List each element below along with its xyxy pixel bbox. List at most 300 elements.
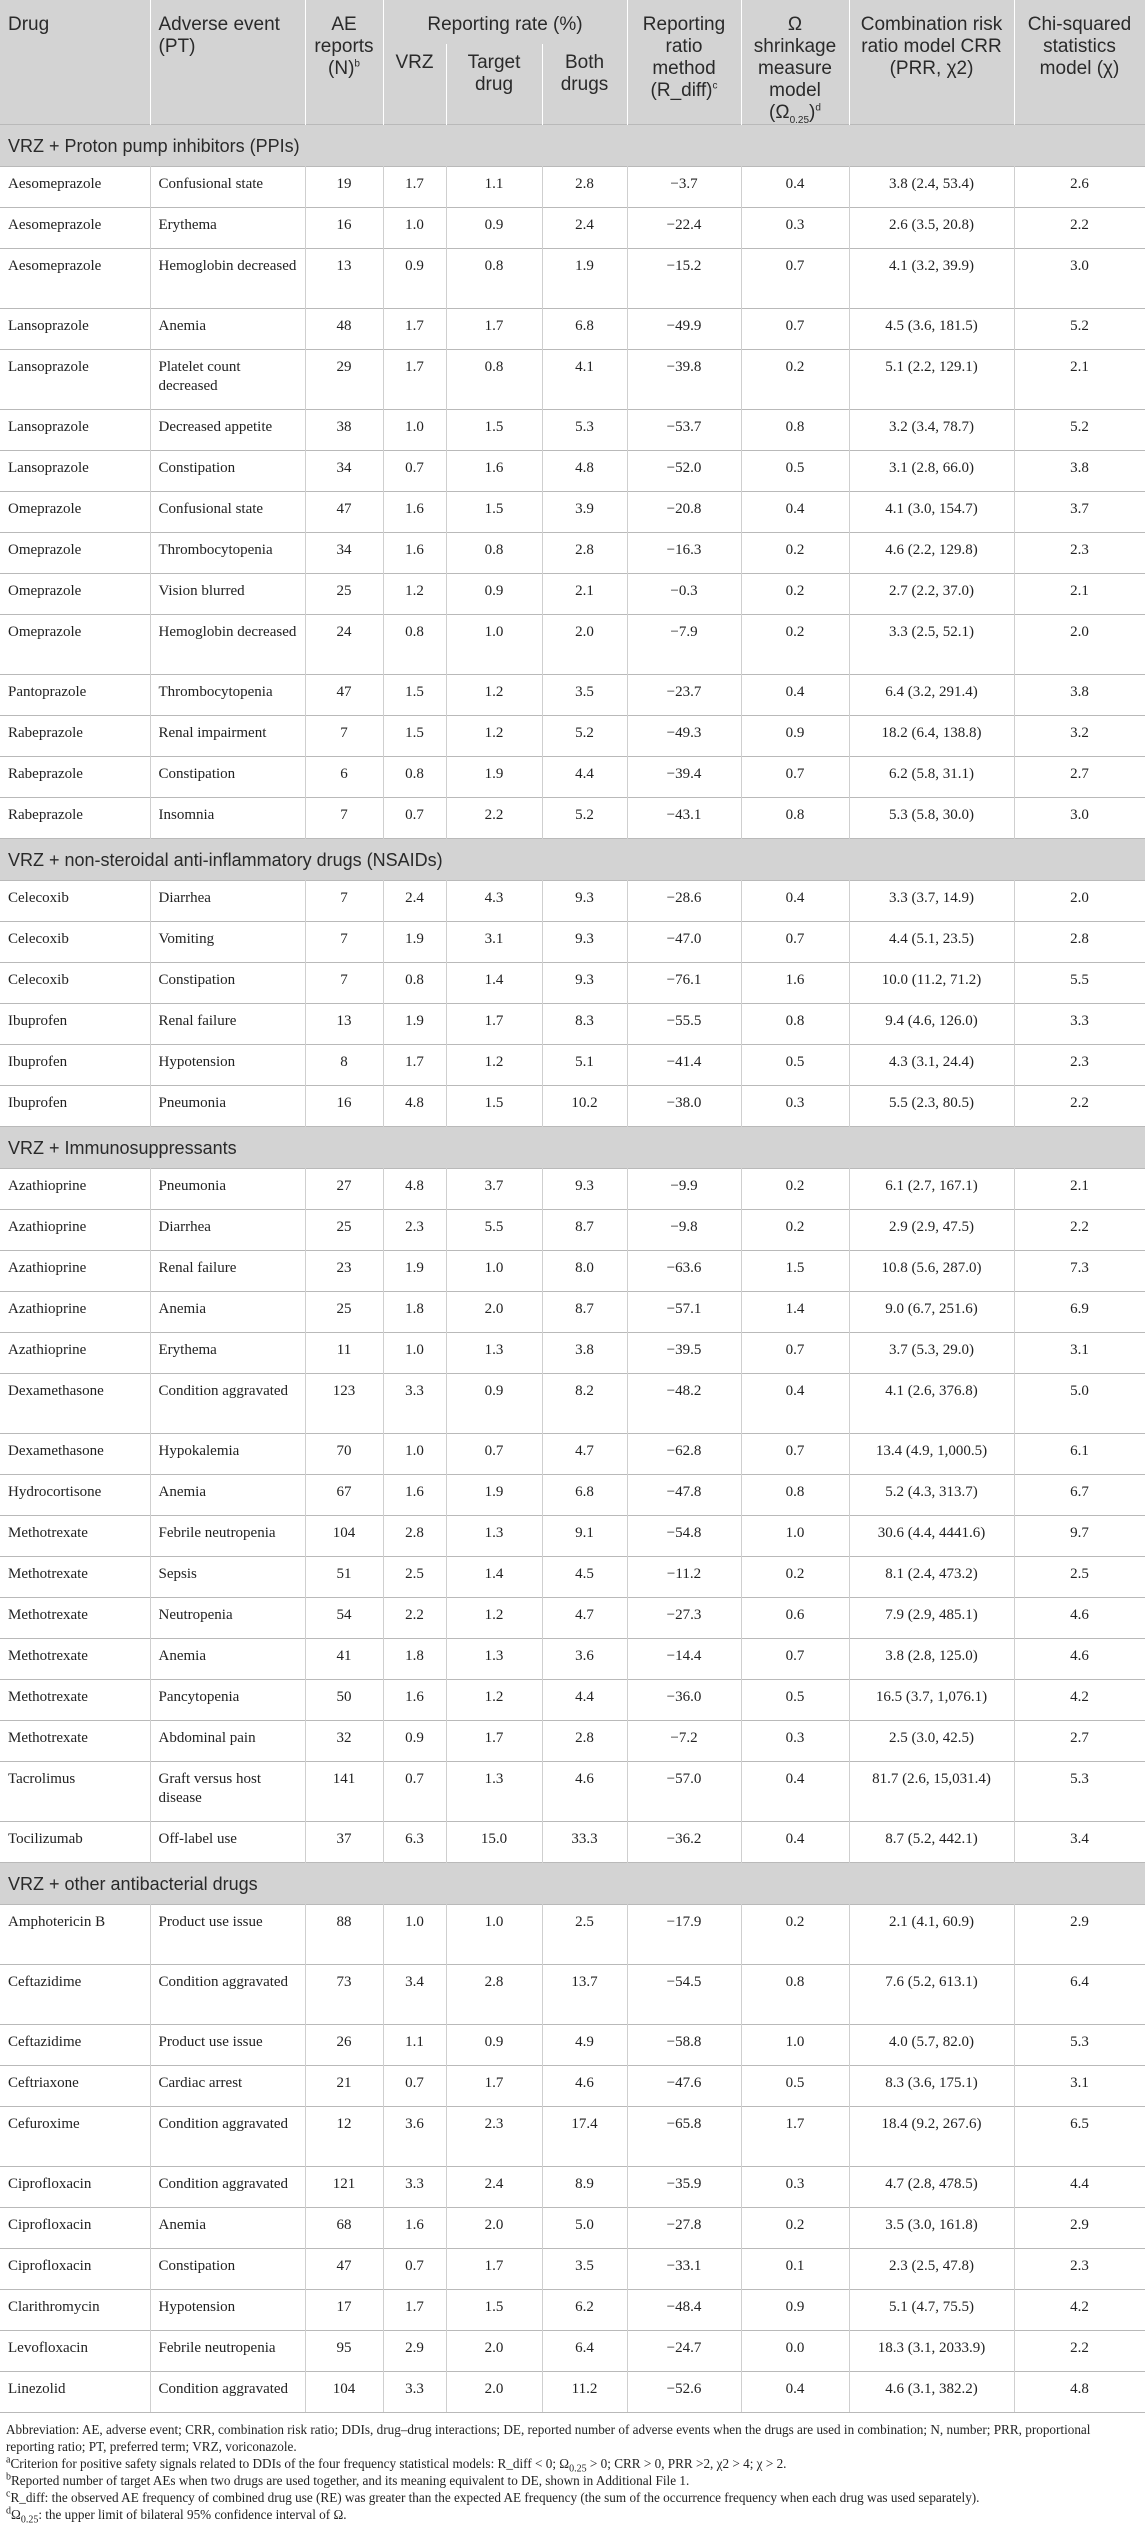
cell-crr: 4.0 (5.7, 82.0) <box>849 2025 1014 2066</box>
cell-chi: 2.2 <box>1014 1086 1145 1127</box>
cell-chi: 3.1 <box>1014 2066 1145 2107</box>
cell-vrz-rate: 3.3 <box>383 1374 446 1434</box>
header-both-drugs: Both drugs <box>542 44 627 125</box>
cell-chi: 3.8 <box>1014 451 1145 492</box>
cell-chi: 2.6 <box>1014 167 1145 208</box>
footnote-marker-c: c <box>712 80 718 92</box>
table-row <box>0 451 1145 492</box>
cell-omega: 0.8 <box>741 1475 849 1516</box>
cell-adverse-event: Constipation <box>150 757 305 798</box>
cell-crr: 4.5 (3.6, 181.5) <box>849 309 1014 350</box>
cell-adverse-event: Renal failure <box>150 1251 305 1292</box>
cell-crr: 7.6 (5.2, 613.1) <box>849 1965 1014 2025</box>
cell-adverse-event: Product use issue <box>150 2025 305 2066</box>
cell-chi: 2.3 <box>1014 533 1145 574</box>
table-row <box>0 1721 1145 1762</box>
cell-ae-reports: 70 <box>305 1434 383 1475</box>
cell-both-rate: 2.8 <box>542 167 627 208</box>
cell-both-rate: 5.2 <box>542 798 627 839</box>
footnote-b-mark: b <box>6 2471 11 2483</box>
cell-both-rate: 10.2 <box>542 1086 627 1127</box>
cell-crr: 2.7 (2.2, 37.0) <box>849 574 1014 615</box>
cell-chi: 6.5 <box>1014 2107 1145 2167</box>
cell-both-rate: 2.5 <box>542 1905 627 1965</box>
cell-r-diff: −20.8 <box>627 492 741 533</box>
cell-ae-reports: 23 <box>305 1251 383 1292</box>
table-row <box>0 675 1145 716</box>
cell-drug: Azathioprine <box>0 1210 150 1251</box>
cell-ae-reports: 47 <box>305 675 383 716</box>
cell-adverse-event: Platelet count decreased <box>150 350 305 410</box>
cell-vrz-rate: 0.7 <box>383 798 446 839</box>
cell-ae-reports: 26 <box>305 2025 383 2066</box>
footnote-a <box>6 2454 1139 2475</box>
cell-vrz-rate: 1.6 <box>383 2208 446 2249</box>
cell-drug: Methotrexate <box>0 1639 150 1680</box>
cell-target-rate: 3.1 <box>446 922 542 963</box>
cell-r-diff: −15.2 <box>627 249 741 309</box>
cell-chi: 2.1 <box>1014 350 1145 410</box>
cell-adverse-event: Condition aggravated <box>150 2372 305 2413</box>
cell-r-diff: −9.9 <box>627 1169 741 1210</box>
cell-target-rate: 1.5 <box>446 2290 542 2331</box>
cell-omega: 1.0 <box>741 1516 849 1557</box>
table-body <box>0 125 1145 2413</box>
cell-ae-reports: 7 <box>305 798 383 839</box>
cell-adverse-event: Erythema <box>150 208 305 249</box>
cell-crr: 3.3 (2.5, 52.1) <box>849 615 1014 675</box>
cell-omega: 1.4 <box>741 1292 849 1333</box>
cell-r-diff: −0.3 <box>627 574 741 615</box>
cell-drug: Aesomeprazole <box>0 249 150 309</box>
cell-omega: 1.6 <box>741 963 849 1004</box>
cell-crr: 30.6 (4.4, 4441.6) <box>849 1516 1014 1557</box>
cell-both-rate: 5.3 <box>542 410 627 451</box>
cell-drug: Lansoprazole <box>0 350 150 410</box>
cell-adverse-event: Anemia <box>150 309 305 350</box>
table-row <box>0 492 1145 533</box>
cell-omega: 0.7 <box>741 757 849 798</box>
table-row <box>0 1639 1145 1680</box>
cell-crr: 2.9 (2.9, 47.5) <box>849 1210 1014 1251</box>
cell-vrz-rate: 1.9 <box>383 1251 446 1292</box>
cell-crr: 2.1 (4.1, 60.9) <box>849 1905 1014 1965</box>
cell-both-rate: 8.9 <box>542 2167 627 2208</box>
cell-vrz-rate: 1.2 <box>383 574 446 615</box>
cell-omega: 0.2 <box>741 533 849 574</box>
group-title: VRZ + other antibacterial drugs <box>0 1863 1145 1905</box>
cell-adverse-event: Febrile neutropenia <box>150 1516 305 1557</box>
cell-both-rate: 4.8 <box>542 451 627 492</box>
cell-omega: 1.0 <box>741 2025 849 2066</box>
header-drug: Drug <box>0 0 150 125</box>
cell-vrz-rate: 0.8 <box>383 757 446 798</box>
cell-vrz-rate: 1.6 <box>383 1475 446 1516</box>
cell-omega: 0.2 <box>741 1905 849 1965</box>
cell-both-rate: 13.7 <box>542 1965 627 2025</box>
cell-chi: 2.1 <box>1014 574 1145 615</box>
group-row <box>0 1127 1145 1169</box>
cell-ae-reports: 54 <box>305 1598 383 1639</box>
cell-chi: 2.9 <box>1014 1905 1145 1965</box>
cell-target-rate: 1.2 <box>446 716 542 757</box>
cell-chi: 4.6 <box>1014 1598 1145 1639</box>
table-row <box>0 410 1145 451</box>
cell-chi: 3.4 <box>1014 1822 1145 1863</box>
cell-drug: Ibuprofen <box>0 1086 150 1127</box>
cell-both-rate: 9.3 <box>542 881 627 922</box>
cell-target-rate: 1.0 <box>446 615 542 675</box>
cell-crr: 4.7 (2.8, 478.5) <box>849 2167 1014 2208</box>
cell-adverse-event: Hypotension <box>150 1045 305 1086</box>
cell-r-diff: −57.1 <box>627 1292 741 1333</box>
cell-both-rate: 2.8 <box>542 1721 627 1762</box>
cell-vrz-rate: 1.1 <box>383 2025 446 2066</box>
cell-chi: 2.0 <box>1014 615 1145 675</box>
cell-ae-reports: 29 <box>305 350 383 410</box>
cell-adverse-event: Decreased appetite <box>150 410 305 451</box>
table-row <box>0 2208 1145 2249</box>
cell-both-rate: 8.2 <box>542 1374 627 1434</box>
table-row <box>0 533 1145 574</box>
cell-r-diff: −48.4 <box>627 2290 741 2331</box>
footnote-c-text: R_diff: the observed AE frequency of combined drug use (RE) was greater than the expected AE frequency (the sum of the occurrence frequency when each drug was used separately). <box>10 2490 980 2505</box>
cell-adverse-event: Febrile neutropenia <box>150 2331 305 2372</box>
cell-r-diff: −53.7 <box>627 410 741 451</box>
cell-adverse-event: Product use issue <box>150 1905 305 1965</box>
cell-both-rate: 4.7 <box>542 1434 627 1475</box>
cell-drug: Ciprofloxacin <box>0 2249 150 2290</box>
cell-omega: 0.0 <box>741 2331 849 2372</box>
footnote-d-mark: d <box>6 2505 11 2517</box>
cell-ae-reports: 73 <box>305 1965 383 2025</box>
cell-chi: 7.3 <box>1014 1251 1145 1292</box>
cell-omega: 0.3 <box>741 208 849 249</box>
cell-vrz-rate: 0.7 <box>383 1762 446 1822</box>
cell-omega: 0.2 <box>741 350 849 410</box>
cell-chi: 2.5 <box>1014 1557 1145 1598</box>
cell-vrz-rate: 0.7 <box>383 451 446 492</box>
cell-drug: Linezolid <box>0 2372 150 2413</box>
cell-crr: 6.4 (3.2, 291.4) <box>849 675 1014 716</box>
cell-drug: Clarithromycin <box>0 2290 150 2331</box>
cell-omega: 0.3 <box>741 2167 849 2208</box>
cell-ae-reports: 21 <box>305 2066 383 2107</box>
cell-vrz-rate: 0.8 <box>383 963 446 1004</box>
cell-r-diff: −63.6 <box>627 1251 741 1292</box>
cell-drug: Tocilizumab <box>0 1822 150 1863</box>
cell-omega: 0.2 <box>741 1210 849 1251</box>
header-crr: Combination risk ratio model CRR (PRR, χ2) <box>849 0 1014 125</box>
cell-both-rate: 4.5 <box>542 1557 627 1598</box>
cell-drug: Celecoxib <box>0 881 150 922</box>
cell-vrz-rate: 1.5 <box>383 716 446 757</box>
cell-both-rate: 9.3 <box>542 922 627 963</box>
cell-r-diff: −3.7 <box>627 167 741 208</box>
cell-vrz-rate: 2.9 <box>383 2331 446 2372</box>
table-row <box>0 1598 1145 1639</box>
cell-crr: 3.8 (2.8, 125.0) <box>849 1639 1014 1680</box>
cell-r-diff: −22.4 <box>627 208 741 249</box>
cell-crr: 4.1 (3.2, 39.9) <box>849 249 1014 309</box>
cell-chi: 3.8 <box>1014 675 1145 716</box>
cell-ae-reports: 19 <box>305 167 383 208</box>
cell-omega: 0.3 <box>741 1086 849 1127</box>
cell-ae-reports: 47 <box>305 492 383 533</box>
table-row <box>0 1475 1145 1516</box>
cell-crr: 4.6 (3.1, 382.2) <box>849 2372 1014 2413</box>
cell-r-diff: −55.5 <box>627 1004 741 1045</box>
cell-crr: 18.4 (9.2, 267.6) <box>849 2107 1014 2167</box>
cell-chi: 3.3 <box>1014 1004 1145 1045</box>
cell-both-rate: 5.1 <box>542 1045 627 1086</box>
cell-target-rate: 1.2 <box>446 1045 542 1086</box>
cell-both-rate: 33.3 <box>542 1822 627 1863</box>
cell-vrz-rate: 2.4 <box>383 881 446 922</box>
cell-target-rate: 1.7 <box>446 309 542 350</box>
cell-r-diff: −27.3 <box>627 1598 741 1639</box>
cell-omega: 0.4 <box>741 675 849 716</box>
table-row <box>0 963 1145 1004</box>
cell-target-rate: 0.8 <box>446 249 542 309</box>
cell-ae-reports: 11 <box>305 1333 383 1374</box>
cell-vrz-rate: 6.3 <box>383 1822 446 1863</box>
cell-ae-reports: 7 <box>305 881 383 922</box>
table-row <box>0 1762 1145 1822</box>
cell-chi: 4.4 <box>1014 2167 1145 2208</box>
cell-adverse-event: Constipation <box>150 451 305 492</box>
cell-drug: Azathioprine <box>0 1292 150 1333</box>
table-row <box>0 1251 1145 1292</box>
cell-omega: 0.7 <box>741 249 849 309</box>
cell-ae-reports: 95 <box>305 2331 383 2372</box>
table-header <box>0 0 1145 125</box>
cell-drug: Lansoprazole <box>0 451 150 492</box>
cell-r-diff: −41.4 <box>627 1045 741 1086</box>
cell-adverse-event: Constipation <box>150 963 305 1004</box>
footnote-a-mark: a <box>6 2454 11 2466</box>
cell-chi: 5.3 <box>1014 1762 1145 1822</box>
cell-adverse-event: Vomiting <box>150 922 305 963</box>
cell-adverse-event: Diarrhea <box>150 881 305 922</box>
cell-adverse-event: Neutropenia <box>150 1598 305 1639</box>
cell-crr: 2.6 (3.5, 20.8) <box>849 208 1014 249</box>
cell-target-rate: 0.8 <box>446 350 542 410</box>
cell-vrz-rate: 1.8 <box>383 1639 446 1680</box>
cell-r-diff: −47.0 <box>627 922 741 963</box>
cell-drug: Methotrexate <box>0 1516 150 1557</box>
cell-both-rate: 5.2 <box>542 716 627 757</box>
cell-adverse-event: Thrombocytopenia <box>150 533 305 574</box>
cell-omega: 0.1 <box>741 2249 849 2290</box>
cell-ae-reports: 24 <box>305 615 383 675</box>
cell-both-rate: 6.4 <box>542 2331 627 2372</box>
cell-vrz-rate: 0.8 <box>383 615 446 675</box>
table-row <box>0 922 1145 963</box>
cell-omega: 0.4 <box>741 2372 849 2413</box>
cell-ae-reports: 104 <box>305 2372 383 2413</box>
cell-target-rate: 2.2 <box>446 798 542 839</box>
cell-crr: 8.7 (5.2, 442.1) <box>849 1822 1014 1863</box>
cell-chi: 2.2 <box>1014 1210 1145 1251</box>
cell-target-rate: 1.6 <box>446 451 542 492</box>
cell-vrz-rate: 1.6 <box>383 492 446 533</box>
cell-target-rate: 1.3 <box>446 1762 542 1822</box>
cell-omega: 1.5 <box>741 1251 849 1292</box>
cell-target-rate: 0.9 <box>446 1374 542 1434</box>
cell-target-rate: 1.3 <box>446 1333 542 1374</box>
table-row <box>0 208 1145 249</box>
cell-adverse-event: Anemia <box>150 1639 305 1680</box>
cell-target-rate: 1.2 <box>446 675 542 716</box>
cell-crr: 2.5 (3.0, 42.5) <box>849 1721 1014 1762</box>
cell-drug: Methotrexate <box>0 1598 150 1639</box>
cell-chi: 2.9 <box>1014 2208 1145 2249</box>
cell-vrz-rate: 3.3 <box>383 2372 446 2413</box>
cell-target-rate: 1.7 <box>446 1721 542 1762</box>
cell-adverse-event: Graft versus host disease <box>150 1762 305 1822</box>
cell-ae-reports: 68 <box>305 2208 383 2249</box>
cell-ae-reports: 67 <box>305 1475 383 1516</box>
cell-adverse-event: Anemia <box>150 2208 305 2249</box>
cell-ae-reports: 25 <box>305 574 383 615</box>
cell-drug: Ceftriaxone <box>0 2066 150 2107</box>
cell-target-rate: 1.4 <box>446 963 542 1004</box>
cell-crr: 18.3 (3.1, 2033.9) <box>849 2331 1014 2372</box>
table-row <box>0 1045 1145 1086</box>
table-row <box>0 1680 1145 1721</box>
cell-crr: 5.1 (4.7, 75.5) <box>849 2290 1014 2331</box>
cell-vrz-rate: 1.6 <box>383 1680 446 1721</box>
cell-ae-reports: 7 <box>305 963 383 1004</box>
cell-both-rate: 3.5 <box>542 2249 627 2290</box>
cell-r-diff: −9.8 <box>627 1210 741 1251</box>
cell-target-rate: 1.2 <box>446 1680 542 1721</box>
cell-chi: 3.7 <box>1014 492 1145 533</box>
cell-vrz-rate: 3.4 <box>383 1965 446 2025</box>
group-title: VRZ + Immunosuppressants <box>0 1127 1145 1169</box>
footnote-c-mark: c <box>6 2488 11 2500</box>
cell-drug: Ciprofloxacin <box>0 2167 150 2208</box>
cell-chi: 2.0 <box>1014 881 1145 922</box>
cell-drug: Aesomeprazole <box>0 167 150 208</box>
table-row <box>0 1086 1145 1127</box>
cell-crr: 8.3 (3.6, 175.1) <box>849 2066 1014 2107</box>
cell-ae-reports: 6 <box>305 757 383 798</box>
cell-target-rate: 1.5 <box>446 492 542 533</box>
cell-crr: 9.4 (4.6, 126.0) <box>849 1004 1014 1045</box>
cell-adverse-event: Insomnia <box>150 798 305 839</box>
cell-target-rate: 2.0 <box>446 2372 542 2413</box>
cell-r-diff: −58.8 <box>627 2025 741 2066</box>
cell-both-rate: 4.6 <box>542 1762 627 1822</box>
cell-vrz-rate: 1.5 <box>383 675 446 716</box>
cell-omega: 0.4 <box>741 881 849 922</box>
header-ae-reports <box>305 0 383 125</box>
table-row <box>0 1169 1145 1210</box>
cell-both-rate: 4.1 <box>542 350 627 410</box>
cell-target-rate: 4.3 <box>446 881 542 922</box>
cell-drug: Methotrexate <box>0 1557 150 1598</box>
cell-chi: 3.0 <box>1014 249 1145 309</box>
cell-vrz-rate: 1.9 <box>383 1004 446 1045</box>
cell-target-rate: 2.0 <box>446 2331 542 2372</box>
cell-crr: 4.4 (5.1, 23.5) <box>849 922 1014 963</box>
cell-crr: 3.3 (3.7, 14.9) <box>849 881 1014 922</box>
table-row <box>0 1374 1145 1434</box>
cell-both-rate: 9.3 <box>542 1169 627 1210</box>
cell-drug: Tacrolimus <box>0 1762 150 1822</box>
cell-vrz-rate: 1.0 <box>383 208 446 249</box>
table-row <box>0 2066 1145 2107</box>
table-row <box>0 1822 1145 1863</box>
cell-target-rate: 2.8 <box>446 1965 542 2025</box>
cell-omega: 0.5 <box>741 2066 849 2107</box>
cell-chi: 5.0 <box>1014 1374 1145 1434</box>
table-row <box>0 716 1145 757</box>
cell-ae-reports: 50 <box>305 1680 383 1721</box>
footnote-marker-b: b <box>354 58 360 70</box>
cell-adverse-event: Diarrhea <box>150 1210 305 1251</box>
cell-omega: 0.8 <box>741 798 849 839</box>
cell-ae-reports: 141 <box>305 1762 383 1822</box>
cell-adverse-event: Erythema <box>150 1333 305 1374</box>
cell-r-diff: −65.8 <box>627 2107 741 2167</box>
cell-adverse-event: Hypotension <box>150 2290 305 2331</box>
cell-both-rate: 3.6 <box>542 1639 627 1680</box>
cell-r-diff: −36.0 <box>627 1680 741 1721</box>
cell-drug: Azathioprine <box>0 1333 150 1374</box>
cell-chi: 5.2 <box>1014 410 1145 451</box>
group-row <box>0 1863 1145 1905</box>
cell-chi: 4.2 <box>1014 1680 1145 1721</box>
cell-crr: 5.5 (2.3, 80.5) <box>849 1086 1014 1127</box>
cell-drug: Methotrexate <box>0 1680 150 1721</box>
cell-target-rate: 15.0 <box>446 1822 542 1863</box>
footnote-d <box>6 2505 1139 2526</box>
cell-ae-reports: 41 <box>305 1639 383 1680</box>
cell-both-rate: 6.2 <box>542 2290 627 2331</box>
cell-target-rate: 1.1 <box>446 167 542 208</box>
cell-vrz-rate: 4.8 <box>383 1086 446 1127</box>
cell-r-diff: −28.6 <box>627 881 741 922</box>
cell-drug: Ibuprofen <box>0 1004 150 1045</box>
table-row <box>0 309 1145 350</box>
cell-both-rate: 3.5 <box>542 675 627 716</box>
cell-vrz-rate: 1.7 <box>383 1045 446 1086</box>
cell-chi: 2.8 <box>1014 922 1145 963</box>
cell-target-rate: 1.7 <box>446 2066 542 2107</box>
table-row <box>0 1905 1145 1965</box>
cell-ae-reports: 25 <box>305 1210 383 1251</box>
cell-r-diff: −7.2 <box>627 1721 741 1762</box>
cell-ae-reports: 16 <box>305 1086 383 1127</box>
cell-ae-reports: 13 <box>305 249 383 309</box>
cell-target-rate: 0.9 <box>446 574 542 615</box>
cell-omega: 0.7 <box>741 1434 849 1475</box>
cell-r-diff: −35.9 <box>627 2167 741 2208</box>
cell-chi: 3.1 <box>1014 1333 1145 1374</box>
cell-vrz-rate: 0.9 <box>383 249 446 309</box>
cell-crr: 6.2 (5.8, 31.1) <box>849 757 1014 798</box>
cell-chi: 4.8 <box>1014 2372 1145 2413</box>
cell-adverse-event: Anemia <box>150 1475 305 1516</box>
cell-both-rate: 9.3 <box>542 963 627 1004</box>
cell-vrz-rate: 0.9 <box>383 1721 446 1762</box>
header-adverse-event: Adverse event (PT) <box>150 0 305 125</box>
cell-chi: 6.9 <box>1014 1292 1145 1333</box>
table-row <box>0 1333 1145 1374</box>
